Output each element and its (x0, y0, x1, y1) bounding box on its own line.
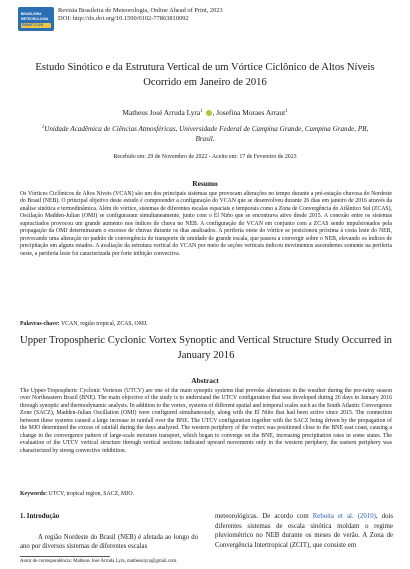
journal-header (18, 6, 398, 34)
journal-line: Revista Brasileira de Meteorologia, Online Ahead of Print, 2023 (58, 7, 223, 14)
title-english: Upper Tropospheric Cyclonic Vortex Synoptic and Vertical Structure Study Occurred in January 2016 (20, 335, 392, 361)
journal-logo (18, 7, 54, 31)
logo-badge (21, 23, 51, 28)
affiliation-text: Unidade Acadêmica de Ciências Atmosféricas, Universidade Federal de Campina Grande, Campina Grande, PB, Brasil. (44, 125, 369, 143)
intro-paragraph: A região Nordeste do Brasil (NEB) é afetada ao longo do ano por diversos sistemas de diferentes escalas (20, 533, 198, 550)
intro-right-text-cont: , dois diferentes sistemas de escala sinótica moldam o regime pluviométrico no NEB durante os meses de verão. A Zona de Convergência Intertropical (ZCIT), que consiste em (215, 513, 393, 549)
keywords-text: UTCV, tropical region, SACZ, MJO. (47, 491, 135, 497)
abstract-heading: Abstract (191, 376, 219, 385)
keywords-text: VCAN, região tropical, ZCAS, OMJ. (59, 321, 148, 327)
author-separator: , Josefina Moraes Arraut (212, 108, 286, 117)
intro-right-text: meteorológicas. De acordo com (215, 513, 313, 520)
correspondence-footnote: Autor de correspondência: Matheus José Arruda Lyra, matheuslyra@gmail.com. (20, 559, 178, 564)
logo-line-2: METEOROLOGIA (21, 17, 49, 21)
author-name: Matheus José Arruda Lyra (122, 108, 201, 117)
resumo-text: Os Vórtices Ciclônicos de Altos Níveis (VCAN) são um dos principais sistemas que provocam alterações no tempo durante a pré-estação chuvosa do Nordeste do Brasil (NEB). O principal objetivo deste estudo é compreender a configuração do VCAN que se desenvolveu durante 26 dias em janeiro de 2016 através da análise sinótica e termodinâmica. Além do vórtice, sistemas de diferentes escalas espaciais e temporais como a Zona de Convergência do Atlântico Sul (ZCAS), Oscilação Madden-Julian (OMJ) se configuraram simultaneamente, junto com o El Niño que se encontrava ativo desde 2015. A conexão entre os sistemas supracitados provocou um grande aumento nos índices de chuva no NEB. A configuração do VCAN em conjunto com a ZCAS sendo impulsionados pela propagação da OMJ determinaram o excesso de chuvas durante os dias analisados. A periferia oeste do vórtice se posicionou próxima à costa leste do NEB, provocando uma alteração no padrão de convergência do transporte de umidade de grande escala, que passou a convergir sobre o NEB, elevando os índices de precipitação em alguns estados. A avaliação da estrutura vertical do VCAN por meio de seções verticais indicou movimentos ascendentes somente na periferia oeste, a periferia leste foi caracterizada por forte inibição convectiva. (20, 191, 392, 257)
intro-right-column (215, 512, 393, 550)
logo-badge-text: RBMET.COM (22, 23, 44, 27)
affiliation-sup: 1 (41, 125, 45, 130)
footnote-divider (20, 556, 110, 557)
author-sup: 1 (200, 109, 203, 114)
author-list (20, 108, 390, 117)
keywords-label: Keywords: (20, 491, 48, 497)
affiliation (40, 123, 370, 145)
journal-info (58, 7, 223, 23)
intro-left-column (20, 512, 198, 552)
doi-line[interactable]: DOI: http://dx.doi.org/10.1590/0102-77863810092 (58, 15, 189, 23)
title-portuguese: Estudo Sinótico e da Estrutura Vertical de um Vórtice Ciclônico de Altos Níveis Ocorrido em Janeiro de 2016 (35, 62, 375, 88)
citation-link[interactable]: Reboita et al. (2010) (312, 513, 376, 520)
received-dates: Recebido em: 29 de Novembro de 2022 - Aceito em: 17 de Fevereiro de 2023 (113, 154, 297, 160)
keywords-label: Palavras-chave: (20, 321, 60, 327)
intro-heading: 1. Introdução (20, 513, 60, 520)
logo-line-1: BRASILEIRA (21, 12, 42, 16)
orcid-icon[interactable] (206, 110, 212, 116)
resumo-heading: Resumo (192, 179, 218, 188)
abstract-text: The Upper-Tropospheric Cyclonic Vortexes (UTCV) are one of the main synoptic systems that provoke alterations in the weather during the pre-rainy season over Northeastern Brazil (BNE). The main objective of the study is to understand the UTCV configuration that was developed during 26 days in January 2016 through synoptic and thermodynamic analysis. In addition to the vortex, systems of different spatial and temporal scales such as the South Atlantic Convergence Zone (SACZ), Madden-Julian Oscillation (OMJ) were configured simultaneously, along with the El Niño that had been active since 2015. The connection between these systems caused a large increase in rainfall over the BNE. The UTCV configuration together with the SACZ being driven by the propagation of the MJO determined the excess of rainfall during the days analyzed. The western periphery of the vortex was positioned close to the BNE east coast, causing a change in the convergence pattern of large-scale moisture transport, which began to converge on the BNE, increasing precipitation rates in some states. The evaluation of the UTCV vertical structure through vertical sections indicated upward movements only in the western periphery, the eastern periphery was characterized by strong convective inhibition. (20, 388, 392, 454)
author-sup: 1 (285, 109, 288, 114)
resumo-keywords (20, 321, 148, 327)
abstract-keywords (20, 491, 134, 497)
